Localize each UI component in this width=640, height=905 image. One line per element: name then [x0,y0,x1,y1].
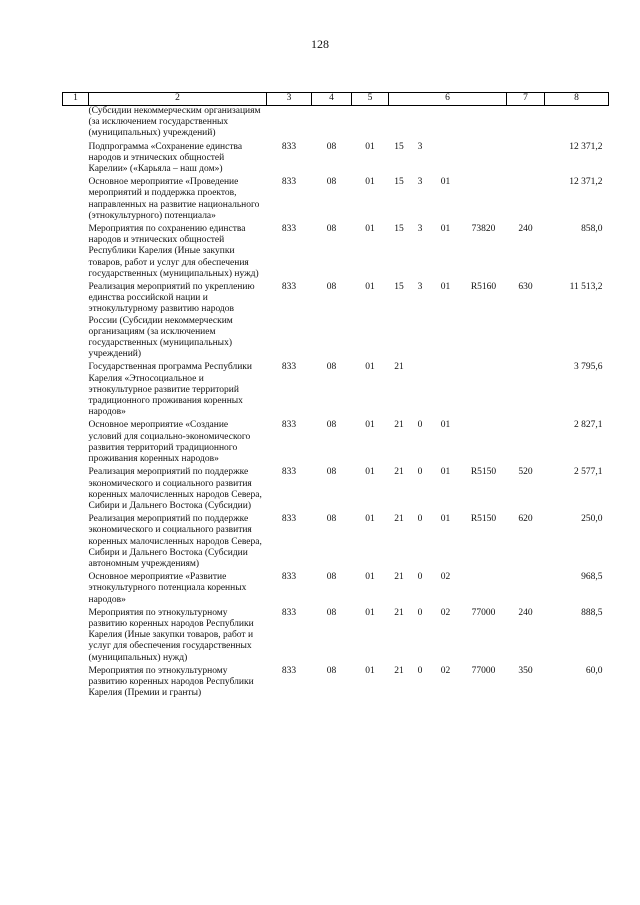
subprogram-code: 0 [417,467,423,478]
subprogram-code: 3 [417,224,423,235]
table-header [63,93,609,106]
direction-code [461,572,507,606]
direction-code [461,142,507,176]
program-code: 21 [394,514,404,525]
amount-value: 968,5 [581,572,603,583]
budget-table [62,92,609,701]
expense-type-code: 240 [518,607,533,618]
table-row [63,666,609,700]
direction-code: R5150 [470,467,497,478]
column-header-3: 3 [267,93,312,106]
direction-code: R5160 [470,282,497,293]
direction-code: 73820 [471,224,496,235]
row-spacer-cell [63,608,89,664]
subsection-code: 01 [365,282,375,293]
row-description: Мероприятия по этнокультурному развитию коренных народов Республики Карелия (Премии и гранты) [88,665,254,699]
program-code: 21 [394,362,404,373]
program-code [389,106,410,140]
ministry-code: 833 [281,514,297,525]
table-row [63,142,609,176]
expense-type-code [507,142,545,176]
subsection-code: 01 [365,141,375,152]
amount-value: 858,0 [581,224,603,235]
subsection-code: 01 [365,665,375,676]
table-row [63,572,609,606]
expense-type-code: 520 [518,467,533,478]
program-code: 21 [394,420,404,431]
direction-code [461,420,507,465]
event-code: 01 [440,514,451,525]
amount-value: 888,5 [581,607,603,618]
expense-type-code [507,106,545,140]
section-code [312,106,352,140]
table-row [63,282,609,360]
direction-code [461,177,507,222]
section-code: 08 [326,607,337,618]
program-code: 15 [394,282,404,293]
column-header-8: 8 [545,93,609,106]
amount-value: 12 371,2 [569,141,603,152]
ministry-code: 833 [281,420,297,431]
expense-type-code [507,572,545,606]
row-spacer-cell [63,177,89,222]
event-code: 01 [440,224,451,235]
program-code: 21 [394,572,404,583]
row-description: Основное мероприятие «Развитие этнокультурного потенциала коренных народов» [88,572,247,605]
row-spacer-cell [63,420,89,465]
program-code: 15 [394,177,404,188]
subprogram-code: 0 [417,572,423,583]
subprogram-code [410,362,431,418]
row-spacer-cell [63,224,89,280]
row-spacer-cell [63,106,89,140]
expense-type-code [507,362,545,418]
row-spacer-cell [63,572,89,606]
row-description: Мероприятия по сохранению единства народов и этнических общностей Республики Карелия (Иные закупки товаров, работ и услуг для обеспечения государственных (муниципальных) нужд) [88,224,259,279]
program-code: 21 [394,665,404,676]
expense-type-code [507,420,545,465]
table-row [63,514,609,570]
event-code: 02 [440,572,451,583]
subsection-code: 01 [365,572,375,583]
ministry-code: 833 [281,467,297,478]
amount-value: 2 827,1 [574,420,603,431]
ministry-code: 833 [281,607,297,618]
subprogram-code: 3 [417,282,423,293]
row-description: Государственная программа Республики Карелия «Этносоциальное и этнокультурное развитие территорий традиционного проживания коренных народов» [88,362,252,418]
row-description: Реализация мероприятий по укреплению единства российской нации и этнокультурному развитию народов России (Субсидии некоммерческим организациям (за исключением государственных (муниципальных) учреждений) [88,282,255,360]
event-code: 01 [440,177,451,188]
row-spacer-cell [63,282,89,360]
table-row [63,420,609,465]
page-number: 128 [311,37,329,51]
ministry-code [267,106,312,140]
subsection-code: 01 [365,467,375,478]
row-spacer-cell [63,666,89,700]
ministry-code: 833 [281,177,297,188]
subsection-code: 01 [365,177,375,188]
program-code: 21 [394,607,404,618]
ministry-code: 833 [281,665,297,676]
subprogram-code: 3 [417,141,423,152]
amount-value: 250,0 [581,514,603,525]
subprogram-code: 0 [417,420,423,431]
direction-code [461,106,507,140]
event-code: 01 [440,282,451,293]
row-description: Реализация мероприятий по поддержке экономического и социального развития коренных малочисленных народов Севера, Сибири и Дальнего Востока (Субсидии) [88,467,262,511]
direction-code: 77000 [471,607,496,618]
row-spacer-cell [63,514,89,570]
program-code: 21 [394,467,404,478]
column-header-4: 4 [312,93,352,106]
section-code: 08 [326,141,337,152]
event-code [431,106,461,140]
row-description: Реализация мероприятий по поддержке экономического и социального развития коренных малочисленных народов Севера, Сибири и Дальнего Востока (Субсидии автономным учреждениям) [88,514,262,569]
section-code: 08 [326,282,337,293]
ministry-code: 833 [281,282,297,293]
table-row [63,224,609,280]
ministry-code: 833 [281,572,297,583]
program-code: 15 [394,224,404,235]
event-code: 01 [440,420,451,431]
table-row [63,362,609,418]
row-spacer-cell [63,362,89,418]
amount-value: 12 371,2 [569,177,603,188]
row-gap-cell [63,699,609,701]
program-code: 15 [394,141,404,152]
ministry-code: 833 [281,224,297,235]
subsection-code: 01 [365,420,375,431]
section-code: 08 [326,467,337,478]
section-code: 08 [326,420,337,431]
column-header-7: 7 [507,93,545,106]
header-row [63,93,609,106]
expense-type-code: 620 [518,514,533,525]
table-body [63,106,609,702]
expense-type-code: 630 [518,282,533,293]
event-code: 02 [440,665,451,676]
row-description: (Субсидии некоммерческим организациям (за исключением государственных (муниципальных) учреждений) [88,106,261,139]
expense-type-code [507,177,545,222]
section-code: 08 [326,362,337,373]
section-code: 08 [326,514,337,525]
amount-value: 3 795,6 [574,362,603,373]
section-code: 08 [326,665,337,676]
subprogram-code: 0 [417,665,423,676]
expense-type-code: 350 [518,665,533,676]
table-row [63,177,609,222]
column-header-2: 2 [89,93,267,106]
row-description: Подпрограмма «Сохранение единства народов и этнических общностей Карелии» («Карьяла – наш дом») [88,141,243,175]
column-header-5: 5 [352,93,389,106]
column-header-6: 6 [389,93,507,106]
subsection-code: 01 [365,362,375,373]
section-code: 08 [326,177,337,188]
row-description: Мероприятия по этнокультурному развитию коренных народов Республики Карелия (Иные закупки товаров, работ и услуг для обеспечения государственных (муниципальных) нужд) [88,607,254,663]
table-row [63,106,609,140]
event-code [431,362,461,418]
subsection-code: 01 [365,514,375,525]
event-code [431,142,461,176]
subsection-code: 01 [365,607,375,618]
row-description: Основное мероприятие «Создание условий для социально-экономического развития территорий традиционного проживания коренных народов» [88,420,251,465]
amount-value: 2 577,1 [574,467,603,478]
row-description: Основное мероприятие «Проведение мероприятий и поддержка проектов, направленных на развитие национального (этнокультурного) потенциала» [88,177,260,221]
ministry-code: 833 [281,141,297,152]
event-code: 01 [440,467,451,478]
section-code: 08 [326,572,337,583]
direction-code: 77000 [471,665,496,676]
subprogram-code: 0 [417,514,423,525]
column-header-1: 1 [63,93,89,106]
subprogram-code [410,106,431,140]
ministry-code: 833 [281,362,297,373]
row-spacer-cell [63,142,89,176]
section-code: 08 [326,224,337,235]
row-gap [63,699,609,701]
subsection-code: 01 [365,224,375,235]
subsection-code [352,106,389,140]
amount-value [545,106,609,140]
table-row [63,467,609,512]
direction-code [461,362,507,418]
table-row [63,608,609,664]
subprogram-code: 0 [417,607,423,618]
event-code: 02 [440,607,451,618]
row-spacer-cell [63,467,89,512]
amount-value: 11 513,2 [569,282,603,293]
direction-code: R5150 [470,514,497,525]
subprogram-code: 3 [417,177,423,188]
expense-type-code: 240 [518,224,533,235]
amount-value: 60,0 [585,665,603,676]
